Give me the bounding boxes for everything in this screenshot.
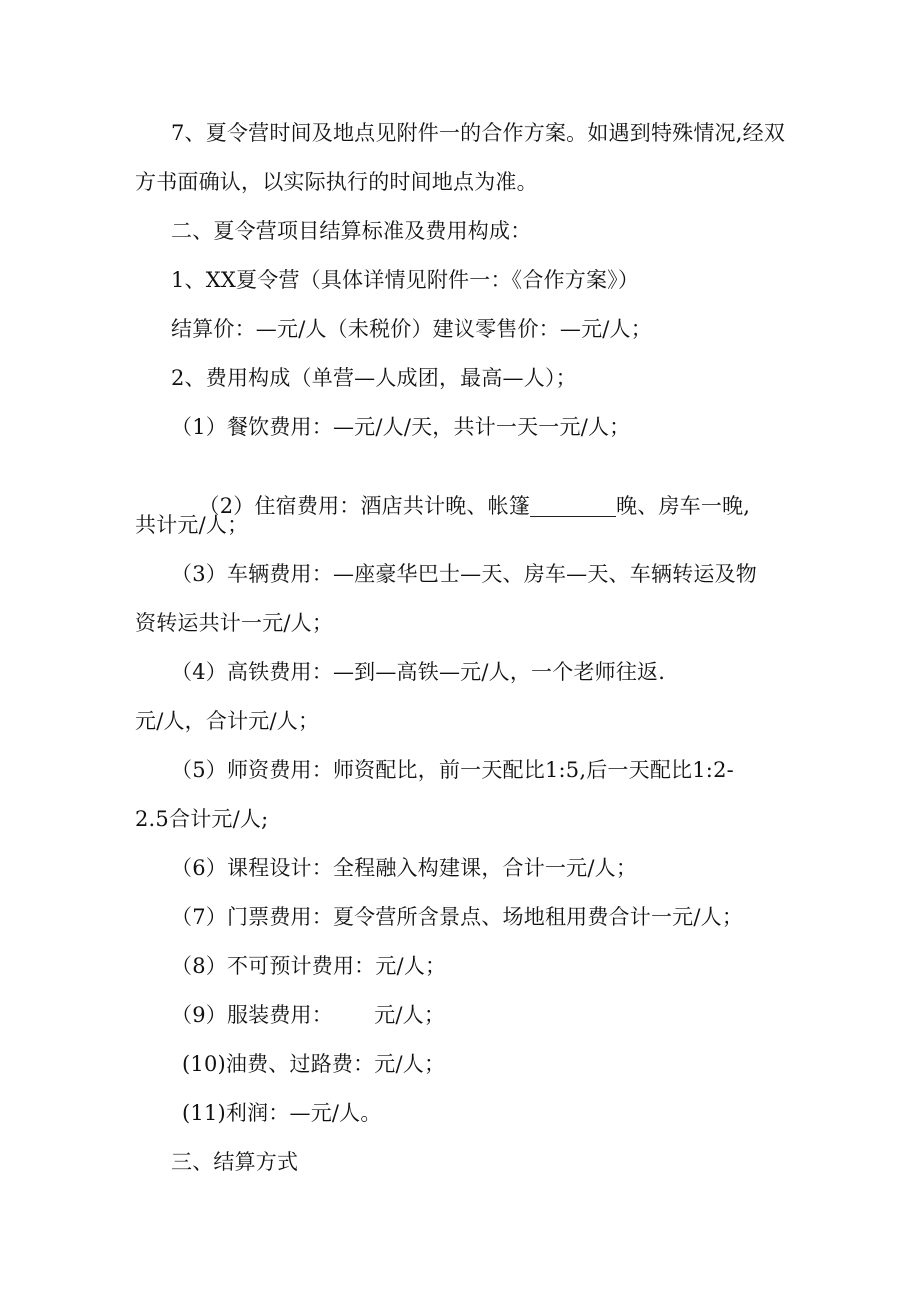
- list-item: （7）门票费用：夏令营所含景点、场地租用费合计一元/人；: [171, 905, 744, 929]
- list-item: [171, 461, 750, 551]
- paragraph-line: 2.5合计元/人;: [135, 807, 269, 831]
- list-item: （6）课程设计：全程融入构建课，合计一元/人；: [171, 856, 638, 880]
- list-item: （5）师资费用：师资配比，前一天配比1:5,后一天配比1:2-: [171, 758, 734, 782]
- section-heading: 三、结算方式: [171, 1150, 299, 1174]
- paragraph-line: 1、XX夏令营（具体详情见附件一：《合作方案》）: [171, 268, 640, 292]
- paragraph-line: 7、夏令营时间及地点见附件一的合作方案。如遇到特殊情况,经双: [171, 121, 786, 145]
- fill-in-blank: [530, 494, 616, 517]
- list-item: (10)油费、过路费：元/人；: [182, 1052, 446, 1076]
- paragraph-line: 资转运共计一元/人；: [135, 611, 334, 635]
- section-heading: 二、夏令营项目结算标准及费用构成：: [171, 219, 532, 243]
- list-item: （3）车辆费用：—座豪华巴士—天、房车—天、车辆转运及物: [171, 562, 757, 586]
- paragraph-line: 2、费用构成（单营—人成团，最高—人）；: [171, 366, 577, 390]
- paragraph-line: 元/人，合计元/人；: [135, 709, 320, 733]
- paragraph-line: 结算价：—元/人（未税价）建议零售价：—元/人；: [171, 317, 652, 341]
- list-item: （4）高铁费用：—到—高铁—元/人，一个老师往返.: [171, 660, 666, 684]
- paragraph-line: 共计元/人；: [135, 513, 249, 537]
- list-item-text: 晚、房车一晚,: [616, 494, 751, 518]
- list-item: （1）餐饮费用：—元/人/天，共计一天一元/人；: [171, 415, 631, 439]
- list-item: （9）服装费用： 元/人；: [171, 1003, 446, 1027]
- list-item: （8）不可预计费用：元/人；: [171, 954, 447, 978]
- list-item-text: （2）住宿费用：酒店共计晚、帐篷: [198, 494, 531, 518]
- list-item: (11)利润：—元/人。: [182, 1101, 382, 1125]
- paragraph-line: 方书面确认，以实际执行的时间地点为准。: [135, 170, 538, 194]
